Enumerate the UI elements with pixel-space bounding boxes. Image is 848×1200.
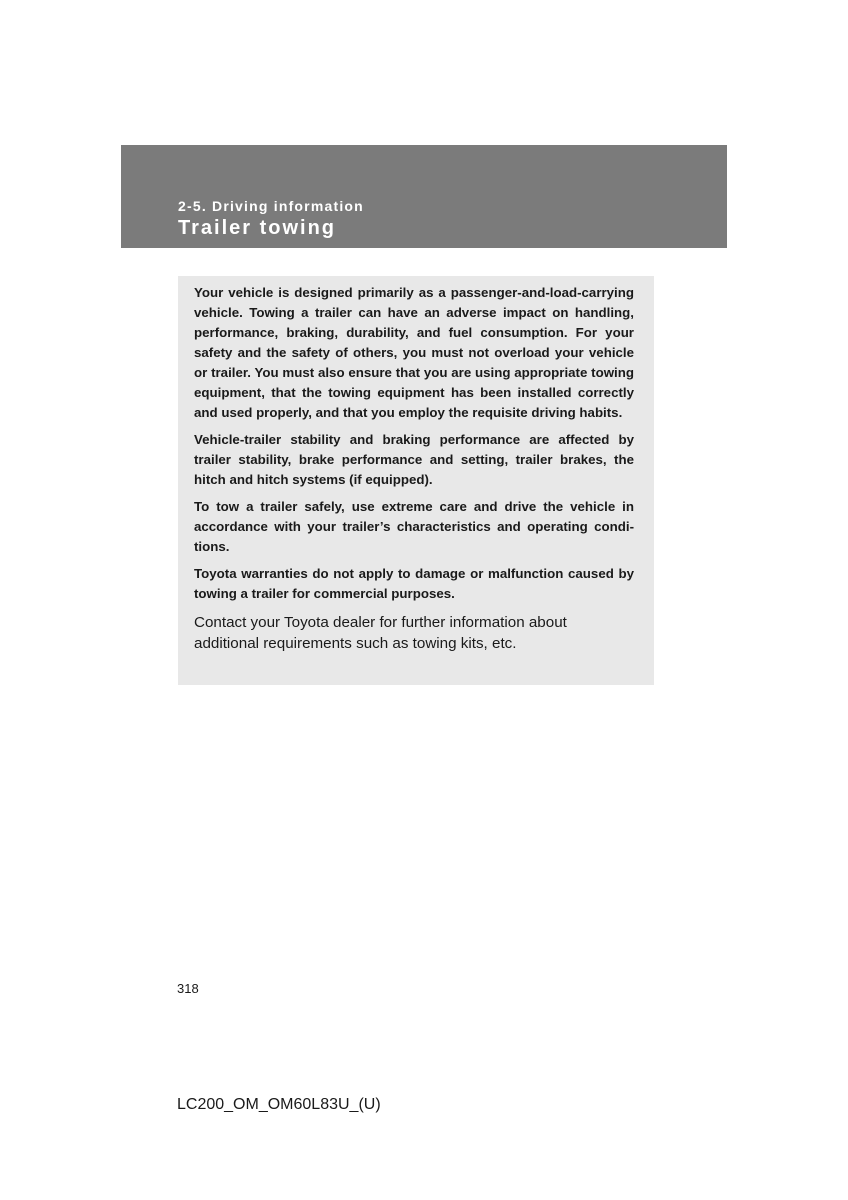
- section-header-bar: [121, 145, 727, 248]
- page-number: 318: [177, 981, 199, 996]
- notice-paragraph: Toyota warranties do not apply to damage or malfunction caused by towing a trailer for commercial purposes.: [194, 566, 634, 601]
- notice-paragraph: Vehicle-trailer stability and braking performance are affected by trailer stability, brake performance and setting, trailer brakes, the hitch and hitch systems (if equipped).: [194, 432, 634, 487]
- page-title: Trailer towing: [178, 217, 337, 239]
- notice-box: [178, 276, 654, 685]
- contact-dealer-text: Contact your Toyota dealer for further information about additional requirements such as towing kits, etc.: [194, 614, 567, 652]
- notice-paragraph: Your vehicle is designed primarily as a passenger-and-load-carrying vehicle. Towing a trailer can have an adverse impact on handling, performance, braking, durability, and fuel consumption. For your safety and the safety of others, you must not overload your vehicle or trailer. You must also ensure that you are using appropriate towing equipment, that the towing equipment has been installed correctly and used properly, and that you employ the requisite driving habits.: [194, 285, 634, 420]
- document-code: LC200_OM_OM60L83U_(U): [177, 1096, 381, 1113]
- section-label: 2-5. Driving information: [178, 198, 364, 214]
- notice-paragraph: To tow a trailer safely, use extreme care and drive the vehicle in accordance with your trailer’s characteristics and operating conditions.: [194, 499, 634, 554]
